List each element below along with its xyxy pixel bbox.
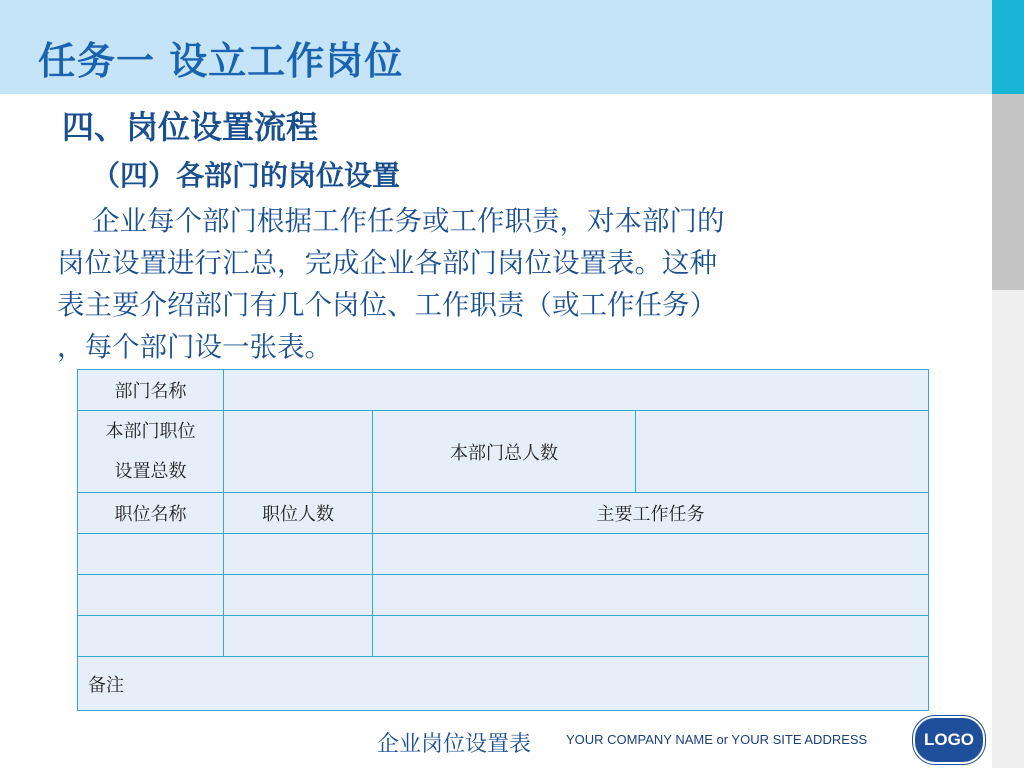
total-people-label: 本部门总人数 xyxy=(373,411,636,493)
table-row xyxy=(78,616,929,657)
total-posts-label-line1: 本部门职位 xyxy=(105,420,196,442)
table-cell xyxy=(78,534,224,575)
table-row xyxy=(78,575,929,616)
sub-heading: （四）各部门的岗位设置 xyxy=(92,159,401,192)
table-cell xyxy=(78,616,224,657)
table-row xyxy=(78,411,929,493)
table-cell xyxy=(373,575,929,616)
paragraph-line: 表主要介绍部门有几个岗位、工作职责（或工作任务） xyxy=(57,289,717,321)
column-header: 主要工作任务 xyxy=(373,493,929,534)
slide-title: 任务一 设立工作岗位 xyxy=(38,39,404,83)
table-caption: 企业岗位设置表 xyxy=(377,732,532,757)
paragraph-line: 企业每个部门根据工作任务或工作职责，对本部门的 xyxy=(57,205,725,237)
table-row xyxy=(78,657,929,711)
body-paragraph xyxy=(57,200,897,368)
total-posts-value xyxy=(224,411,373,493)
column-header: 职位名称 xyxy=(78,493,224,534)
table-row xyxy=(78,370,929,411)
footer-company-text: YOUR COMPANY NAME or YOUR SITE ADDRESS xyxy=(566,732,868,747)
column-header: 职位人数 xyxy=(224,493,373,534)
paragraph-line: ，每个部门设一张表。 xyxy=(57,331,332,363)
post-setup-table xyxy=(77,369,929,711)
total-posts-label-line2: 设置总数 xyxy=(114,460,187,482)
logo-badge: LOGO xyxy=(913,716,985,764)
table-header-row xyxy=(78,493,929,534)
table-cell xyxy=(224,575,373,616)
section-heading: 四、岗位设置流程 xyxy=(62,108,319,146)
table-cell xyxy=(224,534,373,575)
table-cell xyxy=(224,616,373,657)
remarks-label: 备注 xyxy=(78,657,929,711)
side-accent-bottom xyxy=(992,290,1024,768)
total-people-value xyxy=(636,411,929,493)
table-cell xyxy=(78,575,224,616)
dept-name-value xyxy=(224,370,929,411)
side-accent-top xyxy=(992,0,1024,94)
table-cell xyxy=(373,534,929,575)
side-accent-middle xyxy=(992,94,1024,290)
paragraph-line: 岗位设置进行汇总，完成企业各部门岗位设置表。这种 xyxy=(57,247,717,279)
table-cell xyxy=(373,616,929,657)
table-row xyxy=(78,534,929,575)
total-posts-label xyxy=(78,411,224,493)
dept-name-label: 部门名称 xyxy=(78,370,224,411)
